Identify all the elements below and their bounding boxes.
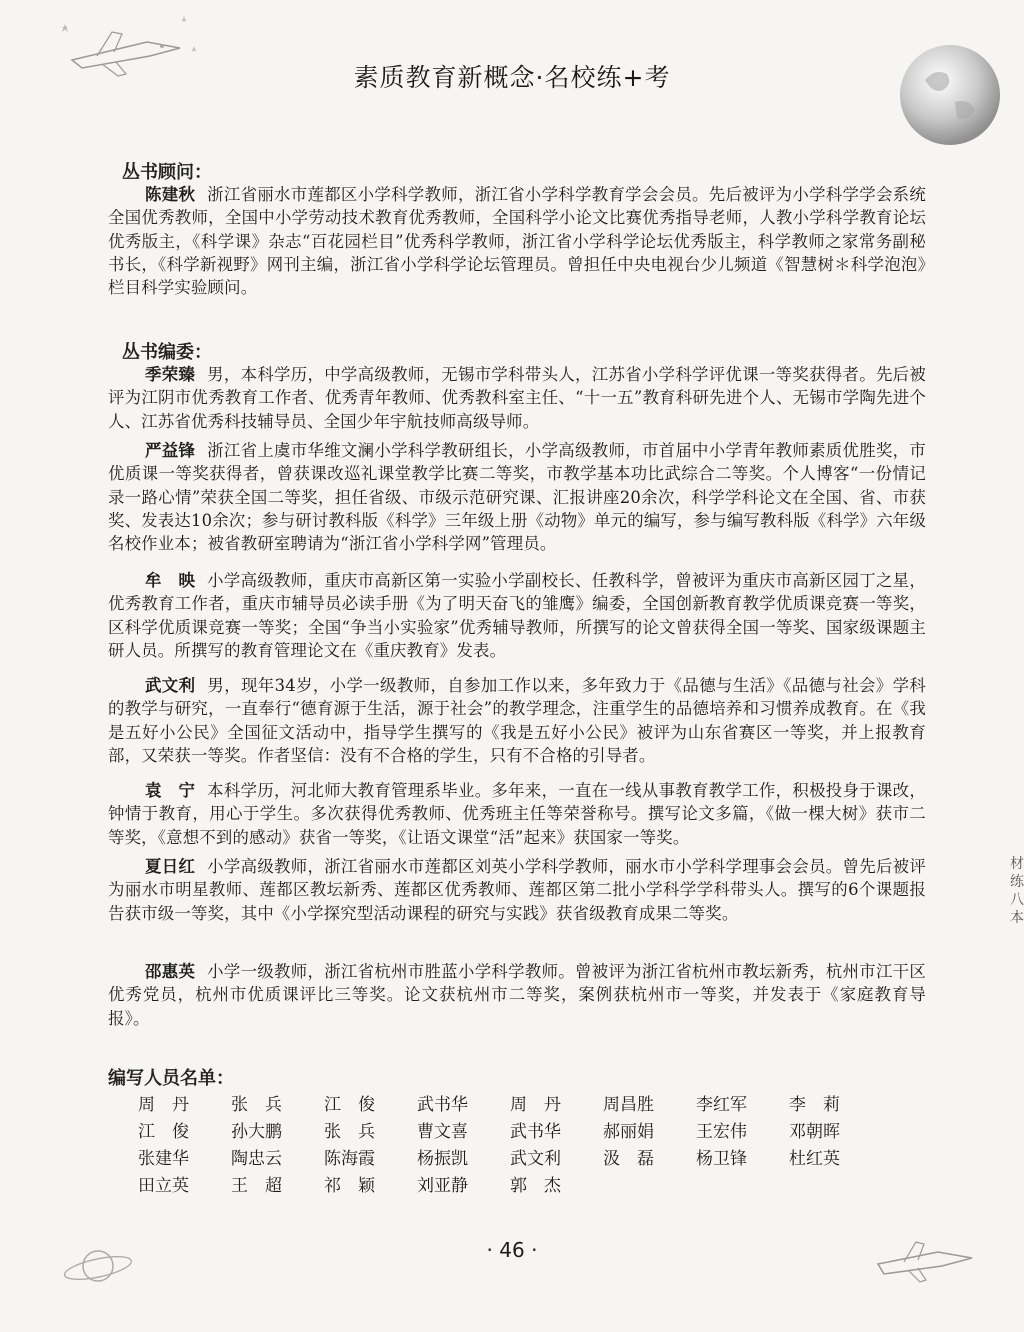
edge-char: 本 (1010, 910, 1024, 926)
edge-char: 材 (1010, 856, 1024, 872)
editor-bio (108, 674, 926, 767)
editor-bio-text: 小学高级教师，浙江省丽水市莲都区刘英小学科学教师，丽水市小学科学理事会会员。曾先后被评为丽水市明星教师、莲都区教坛新秀、莲都区优秀教师、莲都区第二批小学科学学科带头人。撰写的6个课题报告获市级一等奖，其中《小学探究型活动课程的研究与实践》获省级教育成果二等奖。 (108, 857, 926, 923)
staff-name: 周 丹 (138, 1095, 189, 1115)
page-header-title: 素质教育新概念·名校练+考 (353, 63, 671, 92)
staff-name: 杨卫锋 (696, 1149, 747, 1169)
staff-name: 张 兵 (324, 1122, 375, 1142)
edge-char: 八 (1010, 892, 1024, 908)
staff-name: 江 俊 (138, 1122, 189, 1142)
editor-bio (108, 779, 926, 849)
editor-bio-text: 小学一级教师，浙江省杭州市胜蓝小学科学教师。曾被评为浙江省杭州市教坛新秀，杭州市江干区优秀党员，杭州市优质课评比三等奖。论文获杭州市二等奖，案例获杭州市一等奖，并发表于《家庭教育导报》。 (108, 962, 926, 1028)
advisor-bio (108, 183, 926, 299)
editor-name: 季荣臻 (145, 365, 196, 384)
staff-name: 邓朝晖 (789, 1122, 840, 1142)
staff-name: 郭 杰 (510, 1176, 561, 1196)
staff-name: 杨振凯 (417, 1149, 468, 1169)
staff-name: 祁 颖 (324, 1176, 375, 1196)
editor-name: 牟 映 (145, 571, 196, 590)
staff-name: 周 丹 (510, 1095, 561, 1115)
staff-name: 田立英 (138, 1176, 189, 1196)
editor-name: 邵惠英 (145, 962, 196, 981)
staff-name: 李红军 (696, 1095, 747, 1115)
staff-name: 陈海霞 (324, 1149, 375, 1169)
staff-name: 周昌胜 (603, 1095, 654, 1115)
staff-name: 张建华 (138, 1149, 189, 1169)
advisors-heading: 丛书顾问： (122, 162, 212, 183)
advisor-name: 陈建秋 (145, 185, 196, 204)
staff-name: 李 莉 (789, 1095, 840, 1115)
editor-bio-text: 男，现年34岁，小学一级教师，自参加工作以来，多年致力于《品德与生活》《品德与社会》学科的教学与研究，一直奉行“德育源于生活，源于社会”的教学理念，注重学生的品德培养和习惯养成教育。在《我是五好小公民》全国征文活动中，指导学生撰写的《我是五好小公民》被评为山东省赛区一等奖，并上报教育部，又荣获一等奖。作者坚信：没有不合格的学生，只有不合格的引导者。 (108, 676, 926, 765)
editor-name: 夏日红 (145, 857, 196, 876)
adjacent-page-edge-text (994, 855, 1024, 927)
staff-name-grid (138, 1093, 878, 1199)
editor-bio-text: 男，本科学历，中学高级教师，无锡市学科带头人，江苏省小学科学评优课一等奖获得者。先后被评为江阴市优秀教育工作者、优秀青年教师、优秀教科室主任、“十一五”教育科研先进个人、无锡市学陶先进个人、江苏省优秀科技辅导员、全国少年宇航技师高级导师。 (108, 365, 926, 431)
editor-bio-text: 浙江省上虞市华维文澜小学科学教研组长，小学高级教师，市首届中小学青年教师素质优胜奖，市优质课一等奖获得者，曾获课改巡礼课堂教学比赛二等奖，市教学基本功比武综合二等奖。个人博客“一份情记录一路心情”荣获全国二等奖，担任省级、市级示范研究课、汇报讲座20余次，科学学科论文在全国、省、市获奖、发表达10余次；参与研讨教科版《科学》三年级上册《动物》单元的编写，参与编写教科版《科学》六年级名校作业本；被省教研室聘请为“浙江省小学科学网”管理员。 (108, 441, 926, 554)
staff-name: 汲 磊 (603, 1149, 654, 1169)
editor-bio-text: 小学高级教师，重庆市高新区第一实验小学副校长、任教科学，曾被评为重庆市高新区园丁之星，优秀教育工作者，重庆市辅导员必读手册《为了明天奋飞的雏鹰》编委，全国创新教育教学优质课竞赛一等奖，区科学优质课竞赛一等奖；全国“争当小实验家”优秀辅导教师，所撰写的论文曾获得全国一等奖、国家级课题主研人员。所撰写的教育管理论文在《重庆教育》发表。 (108, 571, 926, 660)
edge-char: 练 (1010, 874, 1024, 890)
staff-name: 王宏伟 (696, 1122, 747, 1142)
editor-name: 武文利 (145, 676, 196, 695)
editor-bio (108, 569, 926, 662)
staff-name: 郝丽娟 (603, 1122, 654, 1142)
editor-bio (108, 363, 926, 433)
editor-bio (108, 439, 926, 555)
staff-heading: 编写人员名单： (108, 1068, 234, 1089)
editor-bio (108, 855, 926, 925)
planet-globe-icon (895, 40, 1005, 150)
staff-name: 曹文喜 (417, 1122, 468, 1142)
editor-bio (108, 960, 926, 1030)
staff-name: 陶忠云 (231, 1149, 282, 1169)
staff-name: 武文利 (510, 1149, 561, 1169)
staff-name: 张 兵 (231, 1095, 282, 1115)
staff-name: 武书华 (417, 1095, 468, 1115)
editor-name: 袁 宁 (145, 781, 196, 800)
staff-name: 王 超 (231, 1176, 282, 1196)
editors-heading: 丛书编委： (122, 342, 212, 363)
editor-bio-text: 本科学历，河北师大教育管理系毕业。多年来，一直在一线从事教育教学工作，积极投身于课改，钟情于教育，用心于学生。多次获得优秀教师、优秀班主任等荣誉称号。撰写论文多篇，《做一棵大树》获市二等奖，《意想不到的感动》获省一等奖，《让语文课堂“活”起来》获国家一等奖。 (108, 781, 926, 847)
staff-name: 刘亚静 (417, 1176, 468, 1196)
staff-name: 江 俊 (324, 1095, 375, 1115)
staff-name: 孙大鹏 (231, 1122, 282, 1142)
staff-name: 杜红英 (789, 1149, 840, 1169)
editor-name: 严益锋 (145, 441, 196, 460)
page-number: · 46 · (486, 1238, 538, 1262)
advisor-bio-text: 浙江省丽水市莲都区小学科学教师，浙江省小学科学教育学会会员。先后被评为小学科学学会系统全国优秀教师，全国中小学劳动技术教育优秀教师，全国科学小论文比赛优秀指导老师，人教小学科学教育论坛优秀版主，《科学课》杂志“百花园栏目”优秀科学教师，浙江省小学科学论坛优秀版主，科学教师之家常务副秘书长，《科学新视野》网刊主编，浙江省小学科学论坛管理员。曾担任中央电视台少儿频道《智慧树＊科学泡泡》栏目科学实验顾问。 (108, 185, 926, 298)
staff-name: 武书华 (510, 1122, 561, 1142)
